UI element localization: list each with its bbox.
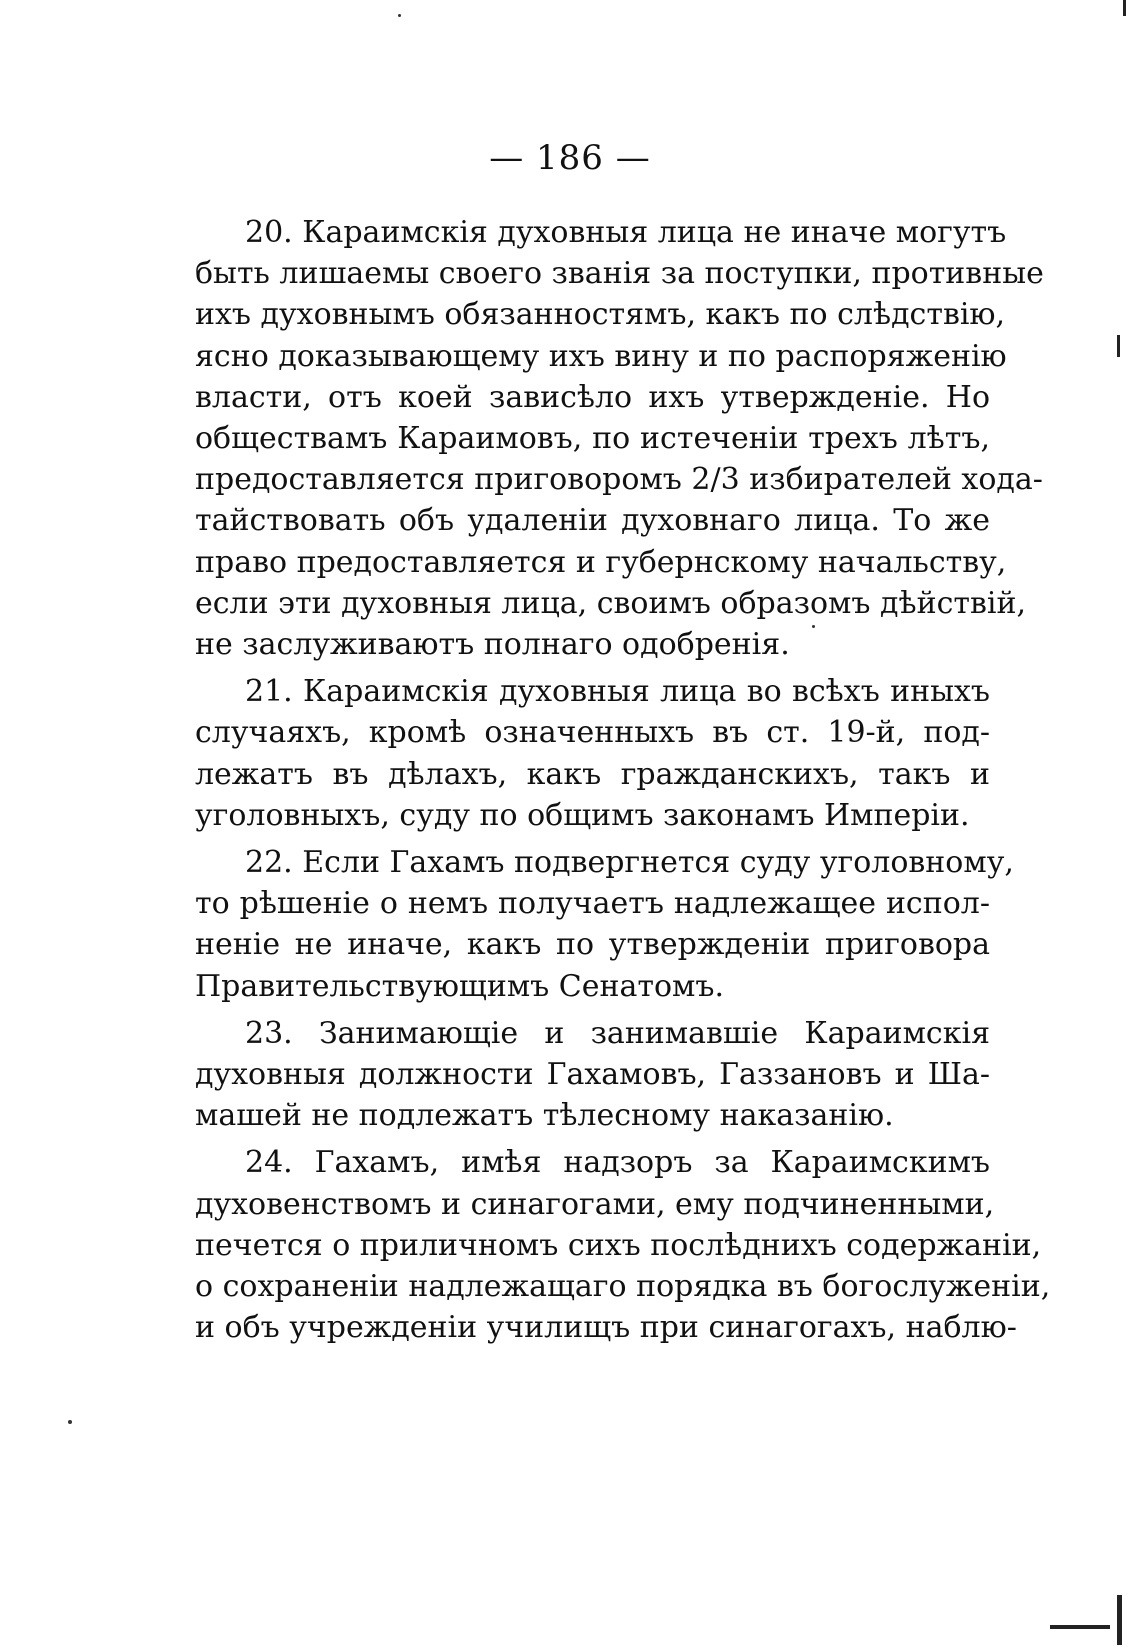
text-line: 22. Если Гахамъ подвергнется суду уголовному, (245, 845, 1014, 881)
text-line: быть лишаемы своего званія за поступки, противные (195, 256, 1044, 292)
text-line: духовенствомъ и синагогами, ему подчиненными, (195, 1186, 995, 1222)
scan-edge-artifact (1117, 335, 1120, 357)
text-line: ихъ духовнымъ обязанностямъ, какъ по слѣдствію, (195, 297, 1006, 333)
text-line: печется о приличномъ сихъ послѣднихъ содержаніи, (195, 1227, 1042, 1263)
text-line: обществамъ Караимовъ, по истеченіи трехъ лѣтъ, (195, 421, 990, 457)
paragraph-24 (195, 1142, 1051, 1348)
paragraph-22 (195, 842, 1014, 1007)
text-line: ясно доказывающему ихъ вину и по распоряженію (195, 338, 1007, 374)
text-line: и объ учрежденіи училищъ при синагогахъ, наблю- (195, 1310, 1017, 1346)
text-line: о сохраненіи надлежащаго порядка въ богослуженіи, (195, 1269, 1051, 1305)
scan-edge-artifact (1050, 1625, 1110, 1629)
text-line: если эти духовныя лица, своимъ образомъ дѣйствій, (195, 585, 1026, 621)
text-line: 23. Занимающіе и занимавшіе Караимскія (245, 1015, 990, 1051)
text-line: 20. Караимскія духовныя лица не иначе могутъ (245, 215, 1007, 250)
text-line: неніе не иначе, какъ по утвержденіи приговора (195, 927, 990, 963)
paragraph-21 (195, 671, 990, 836)
text-line: тайствовать объ удаленіи духовнаго лица. То же (195, 503, 990, 539)
text-line: случаяхъ, кромѣ означенныхъ въ ст. 19-й, под- (195, 715, 990, 751)
page-number: — 186 — (489, 138, 651, 178)
text-line: то рѣшеніе о немъ получаетъ надлежащее испол- (195, 886, 990, 922)
text-line: 21. Караимскія духовныя лица во всѣхъ иныхъ (245, 674, 990, 710)
text-line: не заслуживаютъ полнаго одобренія. (195, 627, 790, 663)
text-line: духовныя должности Гахамовъ, Газзановъ и Ша- (195, 1057, 990, 1093)
text-line: уголовныхъ, суду по общимъ законамъ Имперіи. (195, 797, 970, 833)
scan-speck (398, 14, 401, 17)
text-line: машей не подлежатъ тѣлесному наказанію. (195, 1098, 894, 1134)
scan-speck (68, 1420, 72, 1424)
paragraph-20 (195, 212, 1044, 665)
scan-edge-artifact (1123, 0, 1126, 16)
text-column (195, 212, 1051, 1354)
text-line: 24. Гахамъ, имѣя надзоръ за Караимскимъ (245, 1145, 990, 1181)
text-line: лежатъ въ дѣлахъ, какъ гражданскихъ, такъ и (195, 756, 990, 792)
text-line: право предоставляется и губернскому начальству, (195, 544, 1007, 580)
scan-speck (812, 625, 815, 628)
paragraph-23 (195, 1013, 990, 1137)
text-line: Правительствующимъ Сенатомъ. (195, 968, 724, 1004)
text-line: предоставляется приговоромъ 2/3 избирателей хода- (195, 462, 1043, 498)
scan-edge-artifact (1117, 1595, 1122, 1645)
text-line: власти, отъ коей зависѣло ихъ утвержденіе. Но (195, 379, 990, 415)
